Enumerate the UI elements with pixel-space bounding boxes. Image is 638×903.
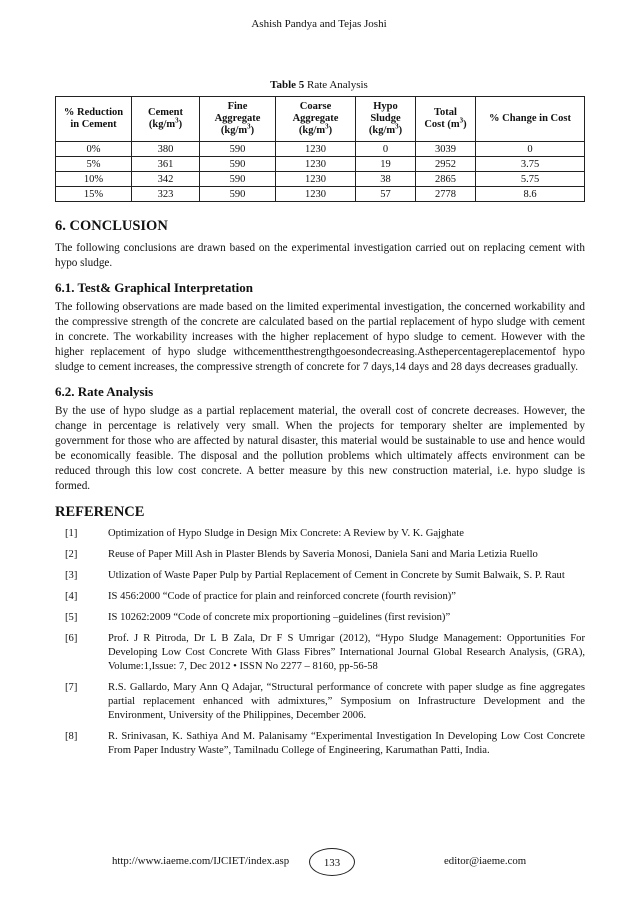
table-cell: 8.6 (476, 187, 585, 202)
column-header (276, 97, 356, 142)
reference-text: IS 456:2000 “Code of practice for plain and reinforced concrete (fourth revision)” (108, 591, 456, 602)
reference-number: [4] (65, 591, 78, 602)
reference-number: [5] (65, 612, 78, 623)
table-body (56, 142, 585, 202)
table-cell: 3039 (416, 142, 476, 157)
main-content (55, 218, 585, 765)
column-header (476, 97, 585, 142)
table-cell: 1230 (276, 187, 356, 202)
table-cell: 2865 (416, 172, 476, 187)
reference-heading: REFERENCE (55, 504, 145, 520)
table-caption (0, 79, 638, 91)
reference-text: Optimization of Hypo Sludge in Design Mix Concrete: A Review by V. K. Gajghate (108, 528, 464, 539)
column-header-line: (kg/m (298, 125, 326, 136)
column-header-line: Fine (227, 101, 248, 112)
column-header-line: (kg/m (148, 119, 176, 130)
page-footer (0, 848, 638, 876)
column-header-line: Cost (m (424, 119, 460, 130)
table-cell: 57 (356, 187, 416, 202)
table-cell: 5.75 (476, 172, 585, 187)
table-cell: 2778 (416, 187, 476, 202)
table-cell: 1230 (276, 142, 356, 157)
section-6-1-heading: 6.1. Test& Graphical Interpretation (55, 280, 254, 295)
reference-item (55, 632, 585, 674)
section-6-1-text: The following observations are made based on the limited experimental investigation, the concerned workability and the compressive strength of the concrete are calculated based on the partial replacement of hypo sludge with cement in concrete. The workability increases with the higher replacement of hypo sludge to cement. However with the higher replacement of hypo sludge withcementthestrengthgoesondecreasing.Asthepercentagereplacementof hypo sludge to cement increases, the compressive strength of concrete for 7 days,14 days and 28 days decreases gradually. (55, 301, 585, 373)
unit-close-paren: ) (398, 125, 403, 136)
reference-item (55, 681, 585, 723)
unit-close-paren: ) (178, 119, 183, 130)
unit-superscript: 3 (175, 116, 179, 125)
table-cell: 38 (356, 172, 416, 187)
unit-superscript: 3 (459, 116, 464, 125)
table-row (56, 172, 585, 187)
reference-item (55, 548, 585, 562)
column-header-line: % Reduction (63, 107, 124, 118)
conclusion-heading: 6. CONCLUSION (55, 218, 168, 234)
reference-text: R.S. Gallardo, Mary Ann Q Adajar, “Structural performance of concrete with paper sludge as fine aggregates partial replacement enhanced with admixtures,” Symposium on Infrastructure Development and the Environment, University of the Philippines, December 2006. (108, 682, 585, 721)
table-cell: 590 (200, 172, 276, 187)
column-header (416, 97, 476, 142)
reference-text: Prof. J R Pitroda, Dr L B Zala, Dr F S Umrigar (2012), “Hypo Sludge Management: Opportunities For Developing Low Cost Concrete With Glass Fibres” International Journal Global Research Analysis, (GRA), Volume:1,Issue: 7, Dec 2012 • ISSN No 2277 – 8160, pp-56-58 (108, 633, 585, 672)
table-caption-title: Rate Analysis (307, 79, 368, 91)
table-cell: 590 (200, 142, 276, 157)
reference-item (55, 569, 585, 583)
table-cell: 323 (132, 187, 200, 202)
table-cell: 2952 (416, 157, 476, 172)
unit-close-paren: ) (250, 125, 255, 136)
unit-close-paren: ) (463, 119, 467, 130)
table-row (56, 142, 585, 157)
table-cell: 15% (56, 187, 132, 202)
reference-number: [2] (65, 549, 78, 560)
column-header (56, 97, 132, 142)
table-cell: 0 (476, 142, 585, 157)
unit-superscript: 3 (247, 122, 251, 131)
column-header-line: Hypo (373, 101, 398, 112)
reference-text: Reuse of Paper Mill Ash in Plaster Blends by Saveria Monosi, Daniela Sani and Maria Letizia Ruello (108, 549, 538, 560)
column-header-line: Aggregate (214, 113, 261, 124)
table-row (56, 187, 585, 202)
column-header (356, 97, 416, 142)
column-header-line: % Change in Cost (489, 113, 571, 124)
reference-number: [8] (65, 731, 78, 742)
footer-url-link[interactable]: http://www.iaeme.com/IJCIET/index.asp (112, 855, 290, 867)
table-row (56, 157, 585, 172)
column-header-line: Sludge (370, 113, 401, 124)
reference-text: IS 10262:2009 “Code of concrete mix proportioning –guidelines (first revision)” (108, 612, 451, 623)
rate-analysis-table (55, 96, 585, 202)
table-cell: 342 (132, 172, 200, 187)
running-header: Ashish Pandya and Tejas Joshi (251, 18, 387, 30)
footer-email-link[interactable]: editor@iaeme.com (444, 855, 527, 867)
table-cell: 5% (56, 157, 132, 172)
column-header (132, 97, 200, 142)
reference-list (55, 527, 585, 758)
table-cell: 1230 (276, 172, 356, 187)
table-cell: 10% (56, 172, 132, 187)
column-header-line: in Cement (70, 119, 117, 130)
table-cell: 3.75 (476, 157, 585, 172)
reference-number: [3] (65, 570, 78, 581)
table-cell: 1230 (276, 157, 356, 172)
table-cell: 590 (200, 187, 276, 202)
column-header-line: Coarse (299, 101, 332, 112)
conclusion-text: The following conclusions are drawn based on the experimental investigation carried out on replacing cement with hypo sludge. (55, 242, 585, 269)
table-cell: 380 (132, 142, 200, 157)
column-header-line: Cement (148, 107, 183, 118)
unit-close-paren: ) (328, 125, 333, 136)
reference-item (55, 730, 585, 758)
table-cell: 19 (356, 157, 416, 172)
table-header-row (56, 97, 585, 142)
reference-text: R. Srinivasan, K. Sathiya And M. Palanisamy “Experimental Investigation In Developing Low Cost Concrete From Paper Industry Waste”, Tamilnadu College of Engineering, Karumathan Patti, India. (108, 731, 585, 756)
table-cell: 0 (356, 142, 416, 157)
table-cell: 0% (56, 142, 132, 157)
page-number: 133 (309, 848, 355, 876)
reference-item (55, 527, 585, 541)
column-header-line: Aggregate (292, 113, 339, 124)
table-caption-label: Table 5 (270, 79, 305, 91)
reference-number: [7] (65, 682, 78, 693)
unit-superscript: 3 (395, 122, 399, 131)
column-header-line: (kg/m (220, 125, 248, 136)
reference-number: [6] (65, 633, 78, 644)
column-header (200, 97, 276, 142)
column-header-line: Total (434, 107, 457, 118)
table-cell: 361 (132, 157, 200, 172)
section-6-2-text: By the use of hypo sludge as a partial replacement material, the overall cost of concrete decreases. However, the change in percentage is relatively very small. When the projects for temporary shelter are implemented by government for those who are affected by natural disaster, this material would be sustainable to use and hence would be economically feasible. The disposal and the pollution problems which ultimately affects environment can be reduced through this low cost concrete. A better measure by this new construction material, i.e. hypo sludge is formed. (55, 405, 585, 492)
table-cell: 590 (200, 157, 276, 172)
reference-text: Utlization of Waste Paper Pulp by Partial Replacement of Cement in Concrete by Sumit Balwaik, S. P. Raut (108, 570, 565, 581)
reference-item (55, 611, 585, 625)
unit-superscript: 3 (325, 122, 329, 131)
reference-item (55, 590, 585, 604)
column-header-line: (kg/m (368, 125, 396, 136)
section-6-2-heading: 6.2. Rate Analysis (55, 384, 154, 399)
reference-number: [1] (65, 528, 78, 539)
